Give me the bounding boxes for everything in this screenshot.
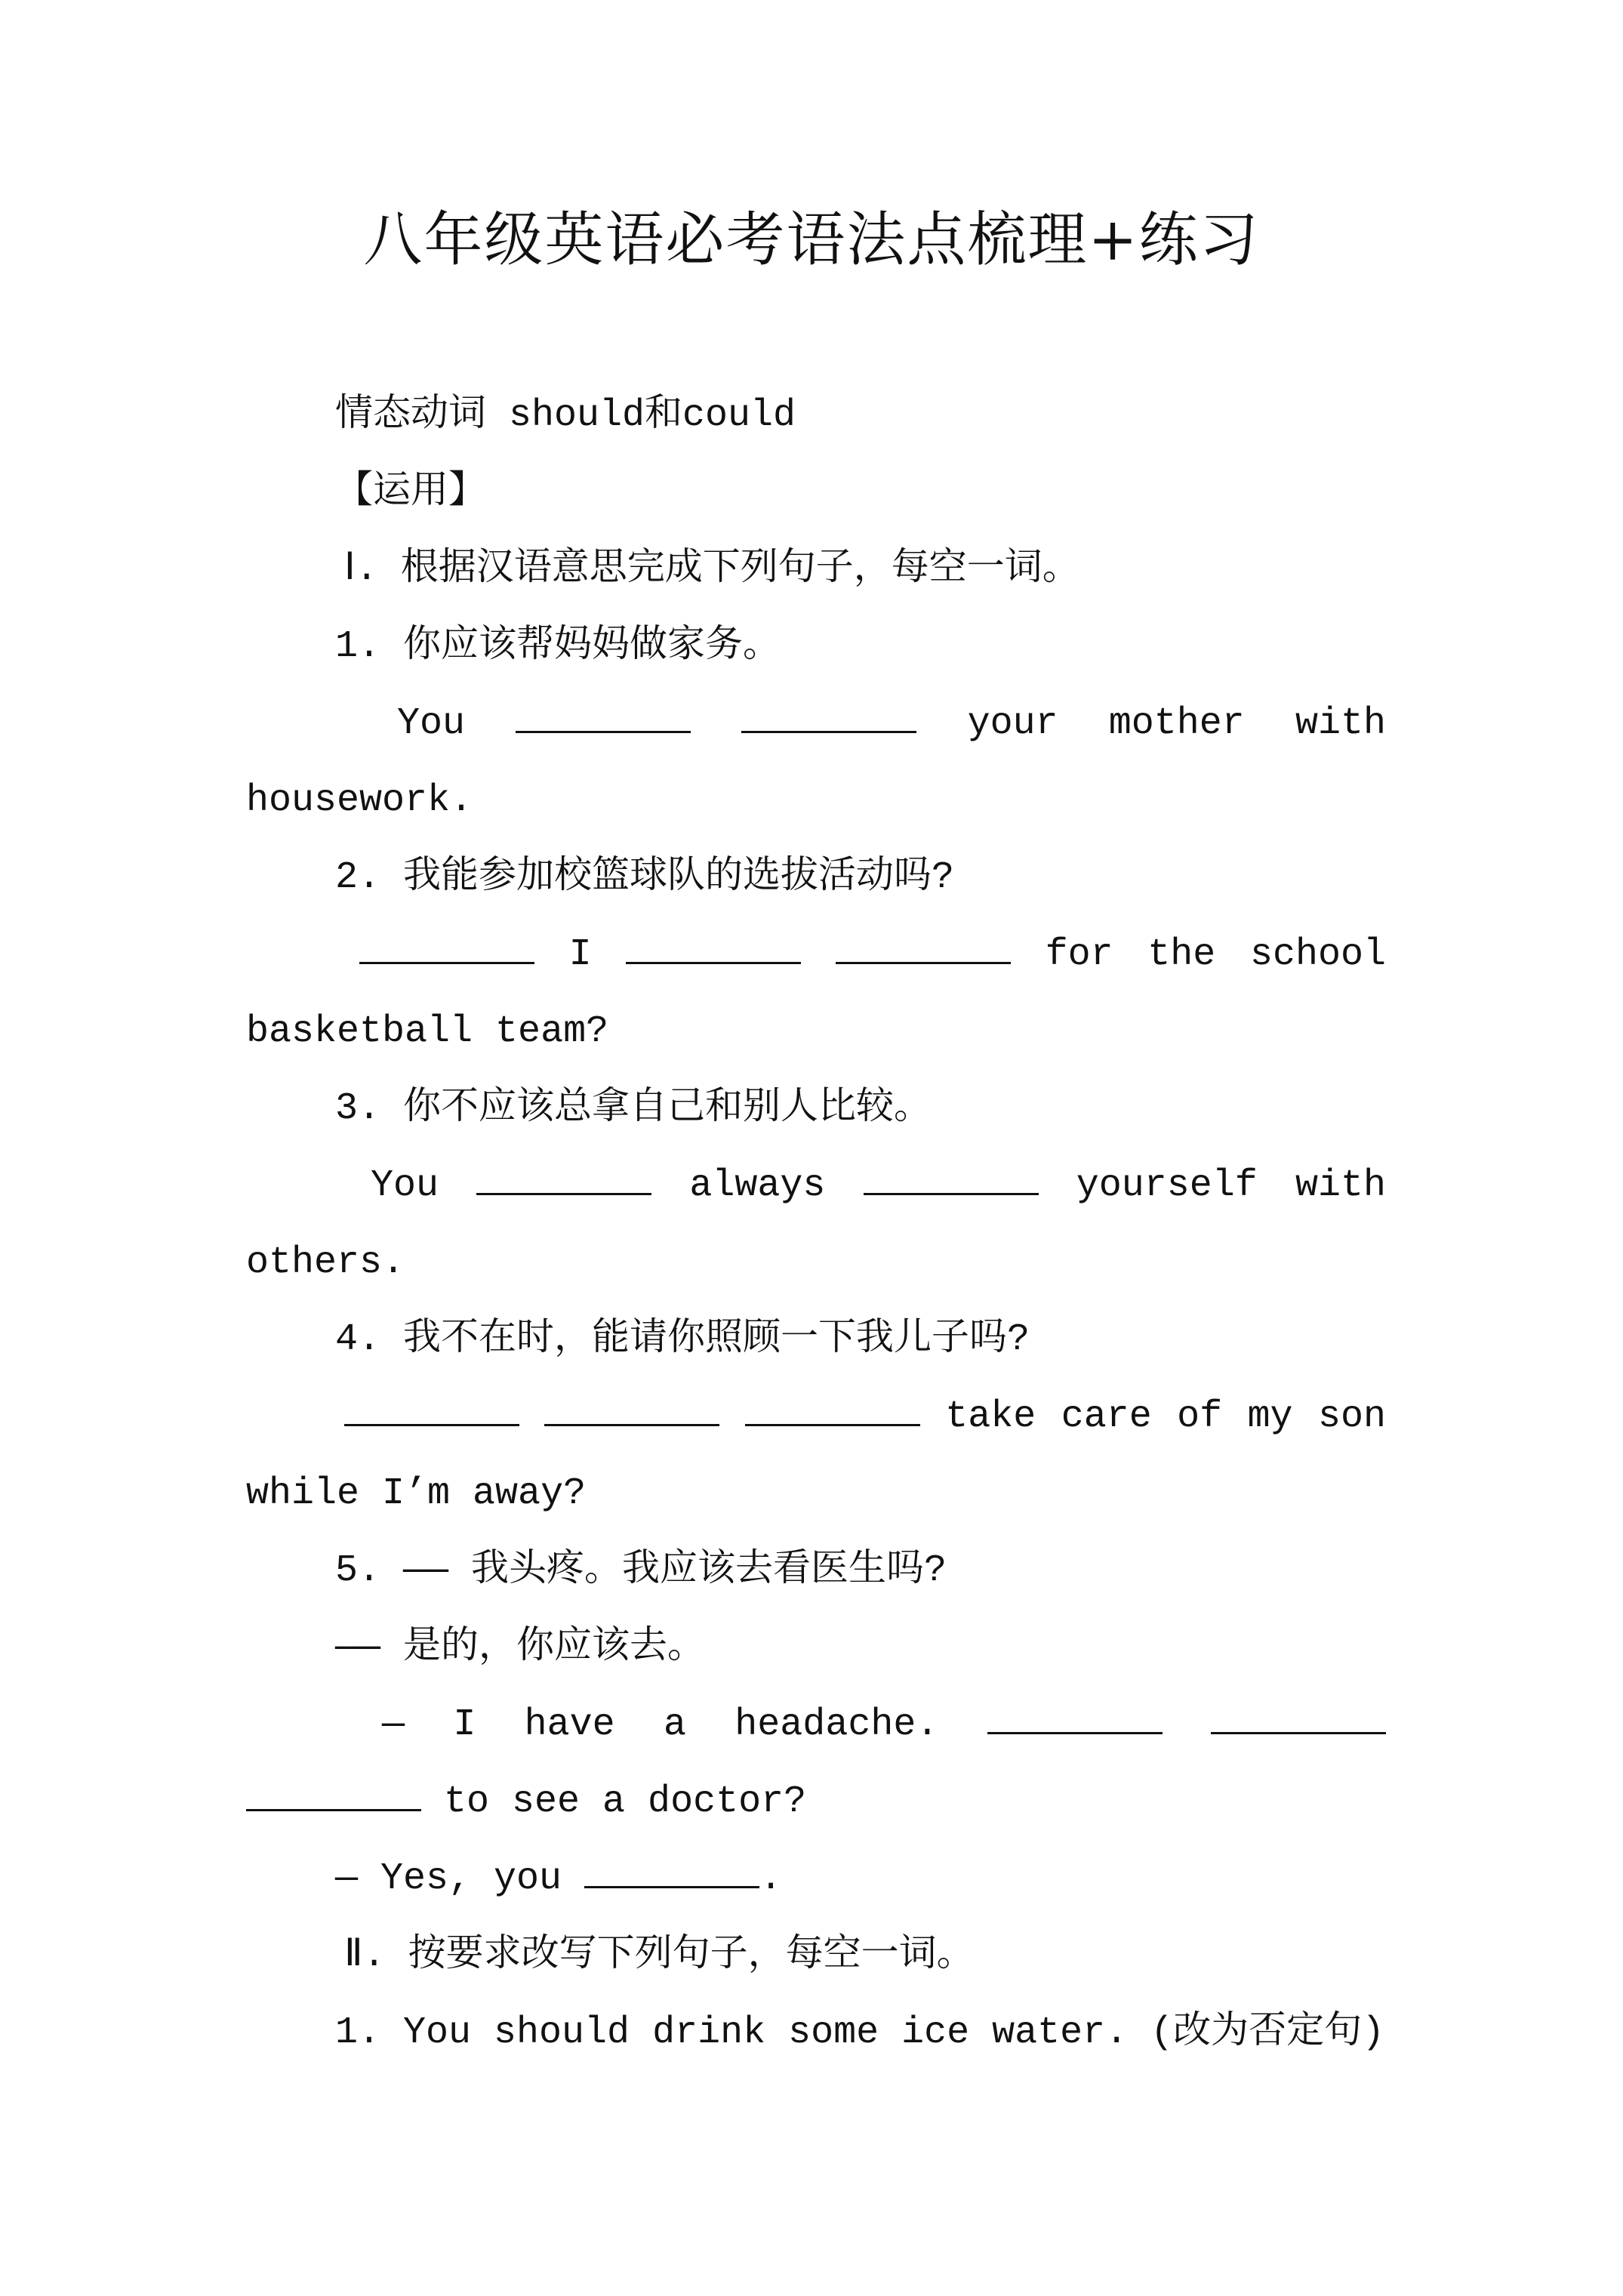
usage-label: 【运用】 (335, 471, 486, 514)
item5-english-answer: — Yes, you (335, 1857, 562, 1900)
item5-english-answer-end: . (759, 1857, 783, 1900)
item5-chinese-answer: —— 是的，你应该去。 (335, 1626, 706, 1669)
blank[interactable] (246, 1765, 421, 1811)
blank[interactable] (741, 687, 916, 733)
blank[interactable] (1211, 1688, 1386, 1734)
part2-instruction: Ⅱ. 按要求改写下列句子，每空一词。 (344, 1934, 975, 1977)
item2-english (246, 917, 1386, 1071)
item5-chinese-question: 5. —— 我头疼。我应该去看医生吗? (335, 1549, 947, 1592)
blank[interactable] (516, 687, 691, 733)
blank[interactable] (836, 918, 1011, 964)
item1-word-you: You (397, 702, 466, 745)
item4-english (246, 1379, 1386, 1533)
item2-chinese: 2. 我能参加校篮球队的选拔活动吗? (335, 856, 955, 899)
page-title: 八年级英语必考语法点梳理+练习 (363, 206, 1260, 274)
item2-word-end: basketball team? (246, 1010, 609, 1053)
item3-word-end: others. (246, 1241, 405, 1284)
item1-word-mid: your mother with (967, 702, 1386, 745)
blank[interactable] (987, 1688, 1163, 1734)
item1-chinese: 1. 你应该帮妈妈做家务。 (335, 625, 781, 668)
blank[interactable] (584, 1842, 759, 1888)
section-heading: 情态动词 should和could (335, 394, 796, 437)
item3-chinese: 3. 你不应该总拿自己和别人比较。 (335, 1087, 932, 1130)
item2-word-i: I (568, 933, 592, 976)
item5-english-question: — I have a headache. (382, 1703, 939, 1746)
item3-word-you: You (371, 1164, 439, 1207)
blank[interactable] (544, 1380, 719, 1426)
blank[interactable] (626, 918, 801, 964)
item5-english-question-end: to see a doctor? (444, 1780, 807, 1823)
blank[interactable] (476, 1149, 651, 1195)
item4-word-mid: take care of my son (945, 1395, 1386, 1438)
document-body (246, 378, 1386, 2072)
item4-word-end: while I’m away? (246, 1472, 587, 1515)
blank[interactable] (864, 1149, 1039, 1195)
item5-english (246, 1687, 1386, 1918)
item3-word-always: always (689, 1164, 826, 1207)
blank[interactable] (359, 918, 534, 964)
part1-instruction: Ⅰ. 根据汉语意思完成下列句子，每空一词。 (344, 548, 1080, 591)
blank[interactable] (745, 1380, 920, 1426)
part2-item1: 1. You should drink some ice water. (改为否定句) (335, 2011, 1385, 2054)
item3-word-mid: yourself with (1076, 1164, 1386, 1207)
item1-english (246, 686, 1386, 840)
blank[interactable] (344, 1380, 519, 1426)
item3-english (246, 1148, 1386, 1302)
item1-word-end: housework. (246, 779, 473, 822)
item2-word-mid: for the school (1045, 933, 1386, 976)
item4-chinese: 4. 我不在时，能请你照顾一下我儿子吗? (335, 1318, 1030, 1361)
